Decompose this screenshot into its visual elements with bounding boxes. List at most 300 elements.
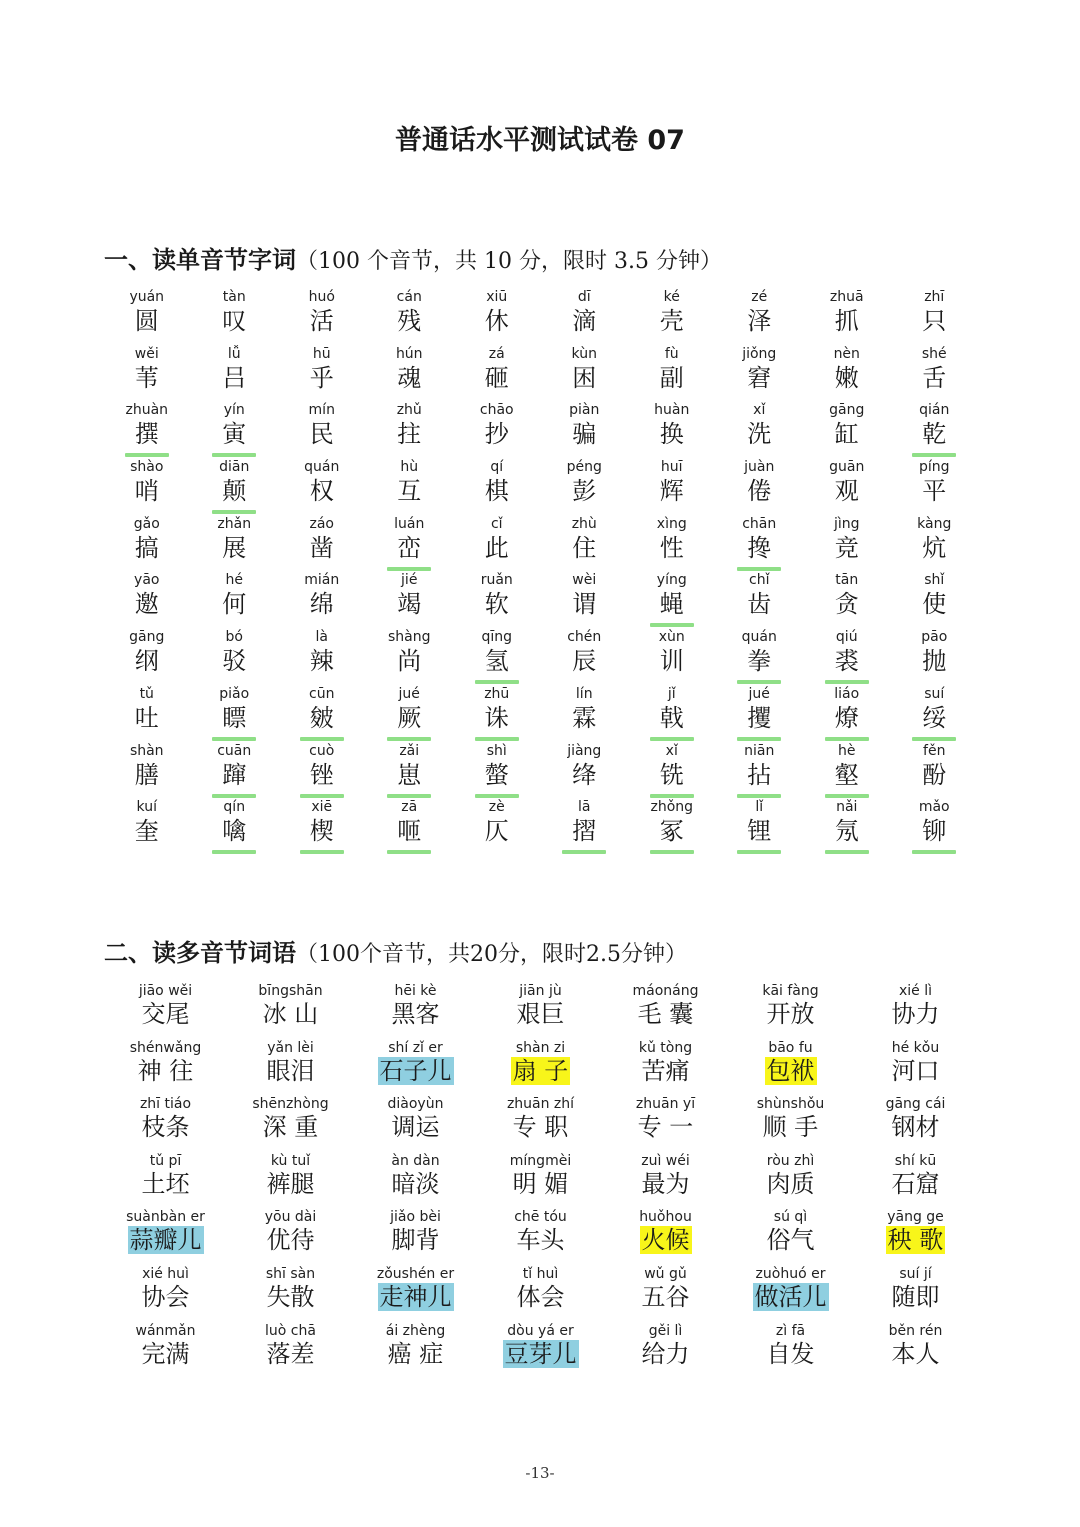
hanzi: 酚 — [922, 760, 947, 789]
green-underline — [912, 737, 956, 741]
hanzi: 锉 — [309, 760, 334, 789]
green-underline — [737, 794, 781, 798]
hanzi: 副 — [659, 363, 684, 392]
word: 体会 — [516, 1282, 565, 1311]
pinyin: zā — [401, 799, 418, 816]
hanzi: 使 — [922, 590, 947, 619]
highlighted-word: 豆芽儿 — [504, 1339, 577, 1368]
syllable-item — [541, 571, 629, 628]
pinyin: jiǒng — [742, 345, 777, 362]
hanzi: 辉 — [659, 477, 684, 506]
pinyin: shàng — [387, 629, 431, 646]
word-item — [853, 1265, 978, 1322]
pinyin: kàng — [917, 515, 952, 532]
hanzi: 铣 — [659, 760, 684, 789]
pinyin: hù — [400, 459, 419, 476]
green-underline — [212, 850, 256, 854]
word: 毛 囊 — [637, 1000, 694, 1028]
pinyin: kùn — [571, 345, 597, 362]
highlighted-word: 火候 — [641, 1226, 690, 1255]
hanzi: 洗 — [747, 420, 772, 449]
syllable-item — [278, 515, 366, 572]
pinyin: hè — [838, 742, 856, 759]
hanzi: 驳 — [222, 647, 247, 676]
word: 钢材 — [891, 1113, 940, 1142]
pinyin: máonáng — [632, 983, 699, 999]
syllable-item — [366, 345, 454, 402]
pinyin: qiú — [835, 629, 858, 646]
pinyin: gǎo — [133, 515, 160, 532]
pinyin: shùnshǒu — [756, 1096, 825, 1113]
word: 俗气 — [766, 1226, 815, 1255]
word-item — [853, 1208, 978, 1265]
pinyin: juàn — [744, 459, 775, 476]
word-item — [853, 982, 978, 1039]
pinyin: chǐ — [749, 572, 770, 589]
pinyin: ké — [663, 289, 680, 305]
pinyin: huó — [308, 289, 335, 305]
syllable-item — [628, 515, 716, 572]
word: 最为 — [641, 1169, 690, 1198]
hanzi: 倦 — [747, 477, 772, 506]
pinyin: zì fā — [775, 1322, 806, 1339]
pinyin: zhǒng — [650, 799, 694, 816]
syllable-item — [891, 798, 979, 855]
green-underline — [912, 453, 956, 457]
pinyin: qí — [490, 459, 504, 476]
word: 枝条 — [141, 1113, 190, 1142]
hanzi: 拈 — [747, 760, 772, 789]
pinyin: xiū — [486, 289, 508, 305]
page-number: -13- — [525, 1464, 555, 1482]
hanzi: 邀 — [134, 590, 159, 619]
pinyin: suànbàn er — [126, 1209, 205, 1226]
pinyin: zhuàn — [125, 402, 169, 419]
syllable-item — [541, 288, 629, 345]
hanzi: 瞟 — [222, 703, 247, 732]
syllable-item — [628, 628, 716, 685]
pinyin: wèi — [572, 572, 597, 589]
syllable-item — [453, 345, 541, 402]
syllable-item — [103, 345, 191, 402]
pinyin: jiǎo bèi — [390, 1209, 441, 1226]
pinyin: tàn — [222, 289, 246, 305]
green-underline — [125, 453, 169, 457]
green-underline — [387, 794, 431, 798]
syllable-item — [453, 401, 541, 458]
pinyin: xìng — [656, 515, 687, 532]
syllable-item — [191, 288, 279, 345]
hanzi: 楔 — [309, 817, 334, 846]
pinyin: chén — [567, 629, 602, 646]
word: 深 重 — [262, 1113, 319, 1142]
word-item — [103, 1039, 228, 1096]
pinyin: zhuā — [829, 289, 864, 305]
pinyin: shénwǎng — [129, 1039, 202, 1056]
syllable-item — [541, 798, 629, 855]
syllable-item — [891, 288, 979, 345]
word: 脚背 — [391, 1226, 440, 1255]
word: 苦痛 — [641, 1056, 690, 1085]
pinyin: chān — [742, 515, 777, 532]
hanzi: 锂 — [747, 817, 772, 846]
syllable-item — [366, 571, 454, 628]
green-underline — [387, 567, 431, 571]
pinyin: yín — [223, 402, 245, 419]
word-item — [353, 1039, 478, 1096]
pinyin: qián — [919, 402, 950, 419]
pinyin: zé — [751, 289, 768, 305]
pinyin: diàoyùn — [387, 1096, 444, 1113]
pinyin: zhǎn — [217, 515, 252, 532]
syllable-item — [191, 401, 279, 458]
syllable-item — [716, 798, 804, 855]
pinyin: mín — [308, 402, 335, 419]
hanzi: 厥 — [397, 703, 422, 732]
word-item — [228, 982, 353, 1039]
syllable-item — [803, 288, 891, 345]
section1-heading-title: 一、读单音节字词 — [104, 246, 296, 274]
word-item — [353, 1095, 478, 1152]
pinyin: píng — [918, 459, 950, 476]
word-item — [478, 1265, 603, 1322]
pinyin: cán — [396, 289, 422, 305]
word-item — [728, 1322, 853, 1379]
syllable-item — [891, 742, 979, 799]
pinyin: shé — [921, 345, 947, 362]
word-item — [478, 1095, 603, 1152]
word: 眼泪 — [266, 1056, 315, 1085]
pinyin: fěn — [923, 742, 946, 759]
hanzi: 活 — [309, 307, 334, 335]
green-underline — [737, 567, 781, 571]
syllable-item — [278, 685, 366, 742]
pinyin: jié — [401, 572, 418, 589]
syllable-item — [453, 798, 541, 855]
syllable-item — [278, 798, 366, 855]
hanzi: 抛 — [922, 647, 947, 676]
word-item — [353, 1265, 478, 1322]
syllable-item — [541, 628, 629, 685]
word-item — [728, 1152, 853, 1209]
word: 协力 — [891, 1000, 940, 1028]
pinyin: zuì wéi — [641, 1152, 690, 1169]
pinyin: jǐ — [667, 685, 676, 702]
syllable-item — [628, 401, 716, 458]
hanzi: 困 — [572, 363, 597, 392]
syllable-item — [103, 515, 191, 572]
word: 明 媚 — [512, 1169, 569, 1198]
syllable-item — [628, 288, 716, 345]
pinyin: lǐ — [755, 799, 764, 816]
green-underline — [737, 737, 781, 741]
word-item — [103, 1265, 228, 1322]
pinyin: chāo — [479, 402, 514, 419]
hanzi: 叹 — [222, 307, 247, 335]
syllable-item — [278, 571, 366, 628]
word: 调运 — [391, 1113, 440, 1142]
syllable-item — [891, 401, 979, 458]
syllable-item — [716, 288, 804, 345]
pinyin: kuí — [136, 799, 157, 816]
word-item — [853, 1322, 978, 1379]
hanzi: 滴 — [572, 307, 597, 335]
word: 暗淡 — [391, 1169, 440, 1198]
hanzi: 苇 — [134, 363, 159, 392]
hanzi: 权 — [309, 477, 334, 506]
pinyin: lā — [578, 799, 591, 816]
syllable-item — [191, 685, 279, 742]
word-item — [103, 982, 228, 1039]
word-item — [603, 1039, 728, 1096]
pinyin: zuòhuó er — [755, 1265, 826, 1282]
pinyin: yāng ge — [887, 1209, 944, 1226]
hanzi: 窘 — [747, 363, 772, 392]
word-item — [228, 1265, 353, 1322]
pinyin: ruǎn — [480, 572, 513, 589]
single-syllable-grid — [103, 288, 978, 855]
syllable-item — [628, 458, 716, 515]
syllable-item — [891, 571, 979, 628]
pinyin: mǎo — [918, 799, 950, 816]
pinyin: gāng — [129, 629, 165, 646]
pinyin: xiē — [311, 799, 333, 816]
syllable-item — [278, 401, 366, 458]
green-underline — [825, 680, 869, 684]
word-item — [478, 1208, 603, 1265]
pinyin: jiāo wěi — [138, 983, 193, 999]
pinyin: huàn — [654, 402, 690, 419]
pinyin: tǔ pī — [149, 1152, 182, 1169]
pinyin: tǔ — [139, 685, 154, 702]
word: 神 往 — [137, 1056, 194, 1085]
hanzi: 民 — [309, 420, 334, 449]
word: 裤腿 — [266, 1169, 315, 1198]
green-underline — [212, 453, 256, 457]
hanzi: 齿 — [747, 590, 772, 619]
hanzi: 谓 — [572, 590, 597, 619]
pinyin: dī — [577, 289, 591, 305]
pinyin: shī sàn — [265, 1265, 316, 1282]
pinyin: ái zhèng — [385, 1322, 446, 1339]
word: 五谷 — [641, 1282, 690, 1311]
pinyin: shí zǐ er — [388, 1039, 443, 1056]
hanzi: 壳 — [659, 307, 684, 335]
hanzi: 此 — [484, 533, 509, 562]
syllable-item — [803, 798, 891, 855]
word-item — [228, 1095, 353, 1152]
word-item — [103, 1208, 228, 1265]
syllable-item — [366, 798, 454, 855]
word: 专 职 — [512, 1113, 569, 1142]
green-underline — [650, 794, 694, 798]
syllable-item — [628, 345, 716, 402]
green-underline — [387, 737, 431, 741]
pinyin: xǐ — [753, 402, 766, 419]
highlighted-word: 秧 歌 — [887, 1226, 944, 1255]
hanzi: 哨 — [134, 477, 159, 506]
pinyin: quán — [304, 459, 340, 476]
word: 艰巨 — [516, 1000, 565, 1028]
hanzi: 换 — [659, 420, 684, 449]
green-underline — [912, 850, 956, 854]
hanzi: 蹿 — [222, 760, 247, 789]
pinyin: yuán — [129, 289, 165, 305]
word: 肉质 — [766, 1169, 815, 1198]
pinyin: shàn — [129, 742, 164, 759]
word-item — [728, 1095, 853, 1152]
syllable-item — [366, 515, 454, 572]
syllable-item — [278, 628, 366, 685]
hanzi: 绛 — [572, 760, 597, 789]
hanzi: 诛 — [484, 703, 509, 732]
pinyin: kù tuǐ — [270, 1152, 311, 1169]
hanzi: 摺 — [572, 817, 597, 846]
syllable-item — [803, 571, 891, 628]
pinyin: liáo — [834, 685, 860, 702]
syllable-item — [103, 288, 191, 345]
hanzi: 攫 — [747, 703, 772, 732]
syllable-item — [191, 458, 279, 515]
section1-heading — [104, 240, 722, 275]
word-item — [228, 1208, 353, 1265]
page-title: 普通话水平测试试卷 07 — [395, 125, 685, 156]
syllable-item — [628, 571, 716, 628]
hanzi: 魂 — [397, 363, 422, 392]
syllable-item — [891, 628, 979, 685]
hanzi: 膳 — [134, 760, 159, 789]
hanzi: 绥 — [922, 703, 947, 732]
word-item — [478, 1322, 603, 1379]
green-underline — [300, 850, 344, 854]
pinyin: bāo fu — [768, 1039, 813, 1056]
pinyin: yíng — [656, 572, 687, 589]
hanzi: 冢 — [659, 817, 684, 846]
word-item — [603, 1265, 728, 1322]
syllable-item — [191, 628, 279, 685]
hanzi: 凿 — [309, 533, 334, 562]
syllable-item — [453, 515, 541, 572]
pinyin: péng — [566, 459, 602, 476]
hanzi: 奎 — [134, 817, 159, 846]
hanzi: 撰 — [134, 420, 159, 449]
syllable-item — [366, 401, 454, 458]
green-underline — [212, 794, 256, 798]
word-item — [603, 1208, 728, 1265]
hanzi: 只 — [922, 307, 947, 335]
pinyin: hé kǒu — [891, 1039, 940, 1056]
syllable-item — [366, 628, 454, 685]
green-underline — [212, 510, 256, 514]
word: 开放 — [766, 1000, 815, 1028]
syllable-item — [278, 345, 366, 402]
hanzi: 铆 — [922, 817, 947, 846]
hanzi: 互 — [397, 477, 422, 506]
hanzi: 残 — [397, 307, 422, 335]
hanzi: 平 — [922, 477, 947, 506]
word: 石窟 — [891, 1169, 940, 1198]
word: 土坯 — [141, 1169, 190, 1198]
syllable-item — [103, 742, 191, 799]
word-item — [853, 1152, 978, 1209]
multi-syllable-grid — [103, 982, 978, 1378]
syllable-item — [278, 458, 366, 515]
pinyin: zhuān yī — [635, 1096, 696, 1113]
syllable-item — [103, 458, 191, 515]
green-underline — [475, 794, 519, 798]
pinyin: zǎi — [399, 742, 420, 759]
syllable-item — [541, 458, 629, 515]
word-item — [228, 1322, 353, 1379]
pinyin: huǒhou — [639, 1209, 692, 1226]
highlighted-word: 走神儿 — [379, 1282, 452, 1311]
word: 专 一 — [637, 1113, 694, 1142]
section1-heading-note: （100 个音节，共 10 分，限时 3.5 分钟） — [296, 249, 722, 274]
syllable-item — [541, 742, 629, 799]
word: 交尾 — [141, 1000, 190, 1028]
pinyin: gěi lì — [648, 1322, 683, 1339]
pinyin: qīng — [481, 629, 513, 646]
pinyin: gāng — [829, 402, 865, 419]
hanzi: 性 — [659, 533, 684, 562]
word: 落差 — [266, 1339, 315, 1368]
word-item — [353, 982, 478, 1039]
pinyin: zá — [488, 345, 505, 362]
pinyin: xié lì — [898, 983, 933, 999]
word-item — [478, 1152, 603, 1209]
pinyin: shàn zi — [515, 1039, 566, 1056]
word: 自发 — [766, 1339, 815, 1368]
green-underline — [650, 623, 694, 627]
pinyin: luò chā — [265, 1322, 316, 1339]
pinyin: cūn — [309, 685, 335, 702]
pinyin: piǎo — [219, 685, 250, 702]
syllable-item — [891, 515, 979, 572]
hanzi: 氖 — [834, 817, 859, 846]
hanzi: 观 — [834, 477, 859, 506]
pinyin: chē tóu — [514, 1209, 567, 1226]
pinyin: shēnzhòng — [252, 1096, 329, 1113]
word: 黑客 — [391, 1000, 440, 1028]
word-item — [728, 1039, 853, 1096]
green-underline — [825, 737, 869, 741]
pinyin: fù — [664, 345, 679, 362]
syllable-item — [803, 515, 891, 572]
pinyin: hé — [225, 572, 243, 589]
word: 车头 — [516, 1226, 565, 1255]
pinyin: là — [315, 629, 328, 646]
syllable-item — [103, 571, 191, 628]
hanzi: 咂 — [397, 817, 422, 846]
hanzi: 软 — [484, 590, 509, 619]
section2-heading-title: 二、读多音节词语 — [104, 939, 296, 967]
pinyin: suí — [924, 685, 945, 702]
hanzi: 蝇 — [659, 590, 684, 619]
word-item — [603, 1152, 728, 1209]
hanzi: 纲 — [134, 647, 159, 676]
pinyin: shí kū — [894, 1152, 937, 1169]
pinyin: tǐ huì — [522, 1265, 559, 1282]
pinyin: qín — [223, 799, 246, 816]
syllable-item — [628, 742, 716, 799]
word: 河口 — [891, 1056, 940, 1085]
hanzi: 住 — [572, 533, 597, 562]
word-item — [728, 1265, 853, 1322]
syllable-item — [541, 685, 629, 742]
pinyin: quán — [741, 629, 777, 646]
syllable-item — [366, 685, 454, 742]
syllable-item — [891, 458, 979, 515]
